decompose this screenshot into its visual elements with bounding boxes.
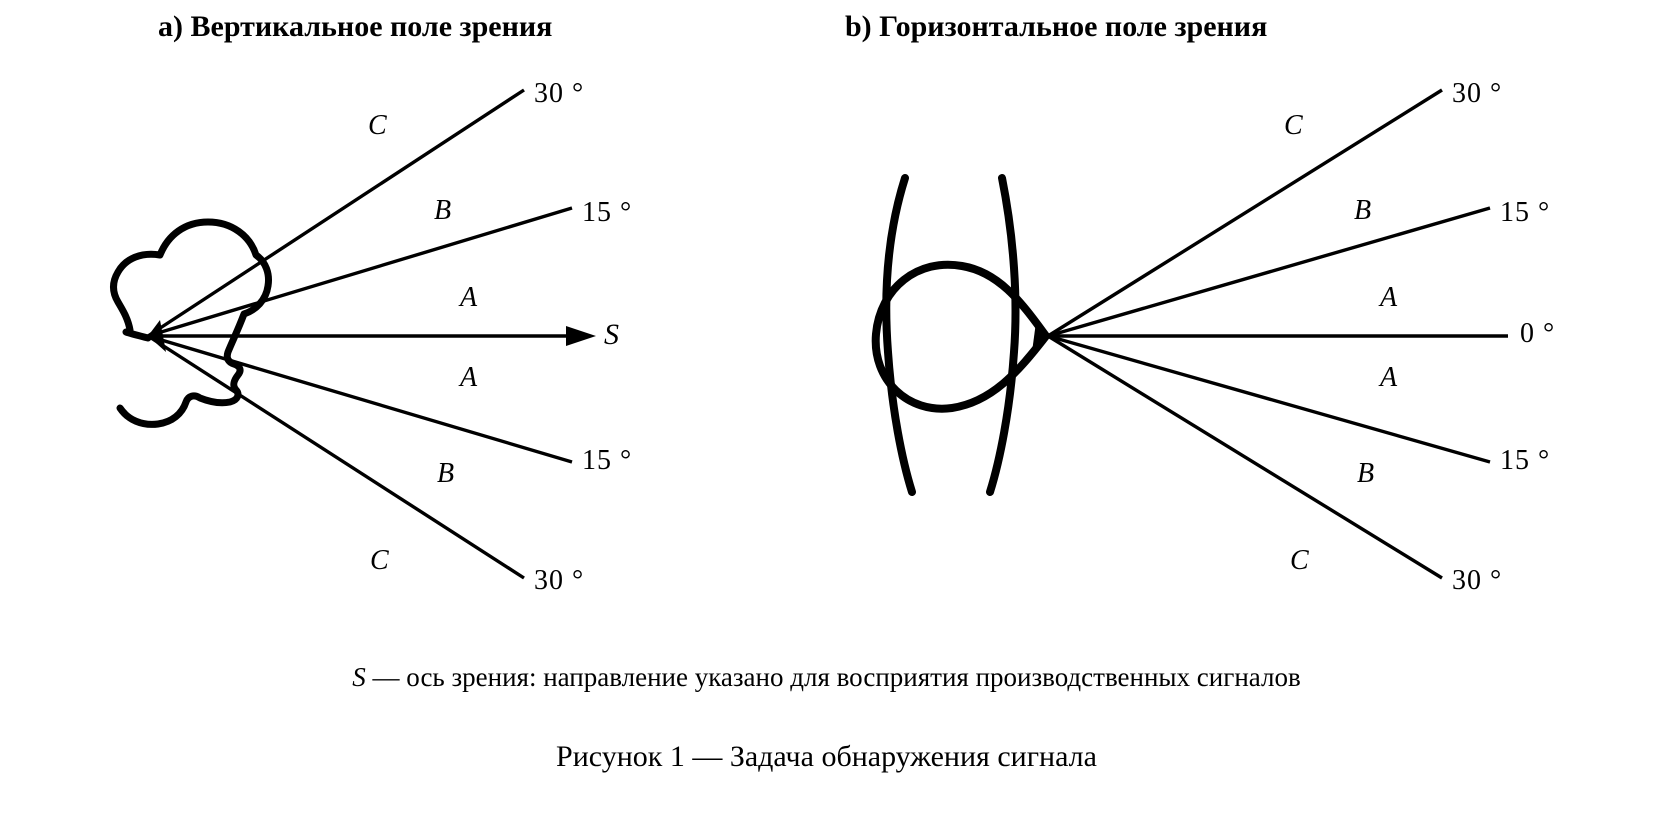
panel-b-zone-label-c-lower: C bbox=[1290, 545, 1309, 576]
panel-a-angle-15-lower: 15 ° bbox=[582, 445, 633, 476]
panel-a-rays bbox=[148, 90, 572, 578]
figure-note-text: — ось зрения: направление указано для восприятия производственных сигналов bbox=[365, 662, 1301, 692]
panel-b-angle-15-lower: 15 ° bbox=[1500, 445, 1551, 476]
panel-a-zone-label-c-upper: C bbox=[368, 110, 387, 141]
head-top-outline bbox=[876, 178, 1046, 492]
panel-b-rays bbox=[1048, 90, 1508, 578]
panel-b-zone-label-c-upper: C bbox=[1284, 110, 1303, 141]
panel-b-angle-0: 0 ° bbox=[1520, 318, 1556, 349]
panel-a-zone-label-c-lower: C bbox=[370, 545, 389, 576]
panel-a-angle-30-upper: 30 ° bbox=[534, 78, 585, 109]
figure-note-symbol: S bbox=[352, 662, 366, 692]
panel-b-angle-30-upper: 30 ° bbox=[1452, 78, 1503, 109]
panel-b-angle-30-lower: 30 ° bbox=[1452, 565, 1503, 596]
panel-b-zone-label-b-lower: B bbox=[1357, 458, 1375, 489]
panel-b-zone-label-a-lower: A bbox=[1380, 362, 1398, 393]
panel-a-zone-label-a-upper: A bbox=[460, 282, 478, 313]
panel-a-title: a) Вертикальное поле зрения bbox=[158, 10, 553, 43]
figure-caption: Рисунок 1 — Задача обнаружения сигнала bbox=[556, 740, 1097, 773]
panel-b-zone-label-b-upper: B bbox=[1354, 195, 1372, 226]
figure-note bbox=[0, 662, 1653, 693]
panel-a-axis-label-s: S bbox=[604, 318, 619, 351]
panel-a-axis-arrowhead bbox=[566, 326, 596, 346]
panel-a-zone-label-a-lower: A bbox=[460, 362, 478, 393]
panel-b-zone-label-a-upper: A bbox=[1380, 282, 1398, 313]
panel-b-angle-15-upper: 15 ° bbox=[1500, 197, 1551, 228]
panel-a-zone-label-b-lower: B bbox=[437, 458, 455, 489]
panel-a-angle-30-lower: 30 ° bbox=[534, 565, 585, 596]
panel-b-title: b) Горизонтальное поле зрения bbox=[845, 10, 1268, 43]
panel-a-zone-label-b-upper: B bbox=[434, 195, 452, 226]
panel-a-angle-15-upper: 15 ° bbox=[582, 197, 633, 228]
